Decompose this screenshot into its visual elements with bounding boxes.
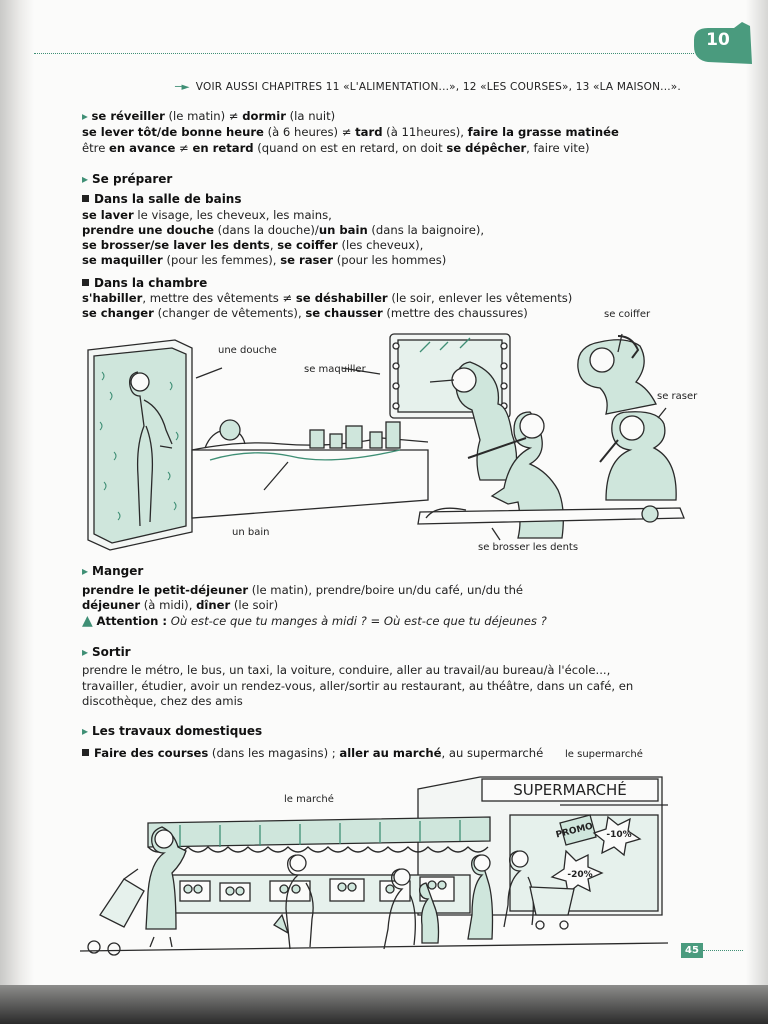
out-line-1: prendre le métro, le bus, un taxi, la voiture, conduire, aller au travail/au bureau/à l'école..., [82,663,611,677]
label-shower: une douche [218,345,277,356]
header-dotted-line [34,53,694,54]
page-edge-shadow [746,0,768,1024]
eat-line-1: prendre le petit-déjeuner (le matin), prendre/boire un/du café, un/du thé [82,583,524,597]
footer-dotted-line [703,950,743,951]
arrow-icon: ─► [175,81,190,93]
label-shave: se raser [657,391,698,402]
bath-line-3: se brosser/se laver les dents, se coiffer (les cheveux), [82,238,424,252]
section-heading-prep: ▸ Se préparer [82,172,173,186]
bullet-icon: ▸ [82,172,89,186]
bullet-icon: ▸ [82,564,89,578]
out-line-3: discothèque, chez des amis [82,694,243,708]
label-comb: se coiffer [604,309,651,320]
subheading-bedroom: Dans la chambre [82,276,207,290]
chores-line-1: Faire des courses (dans les magasins) ; aller au marché, au supermarché [82,746,543,761]
square-bullet-icon [82,195,89,202]
label-bath: un bain [232,527,270,538]
label-brush-teeth: se brosser les dents [478,542,579,553]
room-line-2: se changer (changer de vêtements), se chausser (mettre des chaussures) [82,306,528,320]
see-also-text: VOIR AUSSI CHAPITRES 11 «L'ALIMENTATION...», 12 «LES COURSES», 13 «LA MAISON...». [195,81,681,93]
label-makeup: se maquiller [304,364,366,375]
square-bullet-icon [82,279,89,286]
section-heading-out: ▸ Sortir [82,645,131,659]
bathroom-illustration [80,322,690,557]
square-bullet-icon [82,749,89,756]
bullet-icon: ▸ [82,724,89,738]
scan-bottom-shadow [0,985,768,1024]
label-market: le marché [284,794,334,805]
supermarket-sign: SUPERMARCHÉ [513,781,627,799]
bath-line-1: se laver le visage, les cheveux, les mains, [82,208,332,222]
subheading-bath: Dans la salle de bains [82,192,242,206]
bullet-icon: ▸ [82,645,89,659]
page-gutter-shadow [0,0,34,1024]
page-number: 45 [681,943,703,958]
chapter-number: 10 [706,30,730,50]
bath-line-4: se maquiller (pour les femmes), se raser (pour les hommes) [82,253,447,267]
bath-line-2: prendre une douche (dans la douche)/un bain (dans la baignoire), [82,223,485,237]
wake-line-2: se lever tôt/de bonne heure (à 6 heures) ≠ tard (à 11heures), faire la grasse matinée [82,125,619,139]
discount-10-sign: -10% [606,830,632,840]
room-line-1: s'habiller, mettre des vêtements ≠ se déshabiller (le soir, enlever les vêtements) [82,291,573,305]
attention-line: ▲ Attention : Où est-ce que tu manges à midi ? = Où est-ce que tu déjeunes ? [82,613,547,629]
wake-line-1: ▸ se réveiller (le matin) ≠ dormir (la nuit) [82,109,336,123]
out-line-2: travailler, étudier, avoir un rendez-vous, aller/sortir au restaurant, au théâtre, dans un café, en [82,679,634,693]
promo-sign: PROMO [554,821,595,841]
label-supermarket: le supermarché [565,749,643,760]
eat-line-2: déjeuner (à midi), dîner (le soir) [82,598,279,612]
see-also-line [175,81,681,93]
wake-line-3: être en avance ≠ en retard (quand on est en retard, on doit se dépêcher, faire vite) [82,141,590,155]
section-heading-eat: ▸ Manger [82,564,144,578]
warning-triangle-icon: ▲ [82,613,93,629]
discount-20-sign: -20% [567,870,593,880]
section-heading-chores: ▸ Les travaux domestiques [82,724,263,738]
bullet-icon: ▸ [82,109,92,123]
market-illustration [70,765,670,960]
